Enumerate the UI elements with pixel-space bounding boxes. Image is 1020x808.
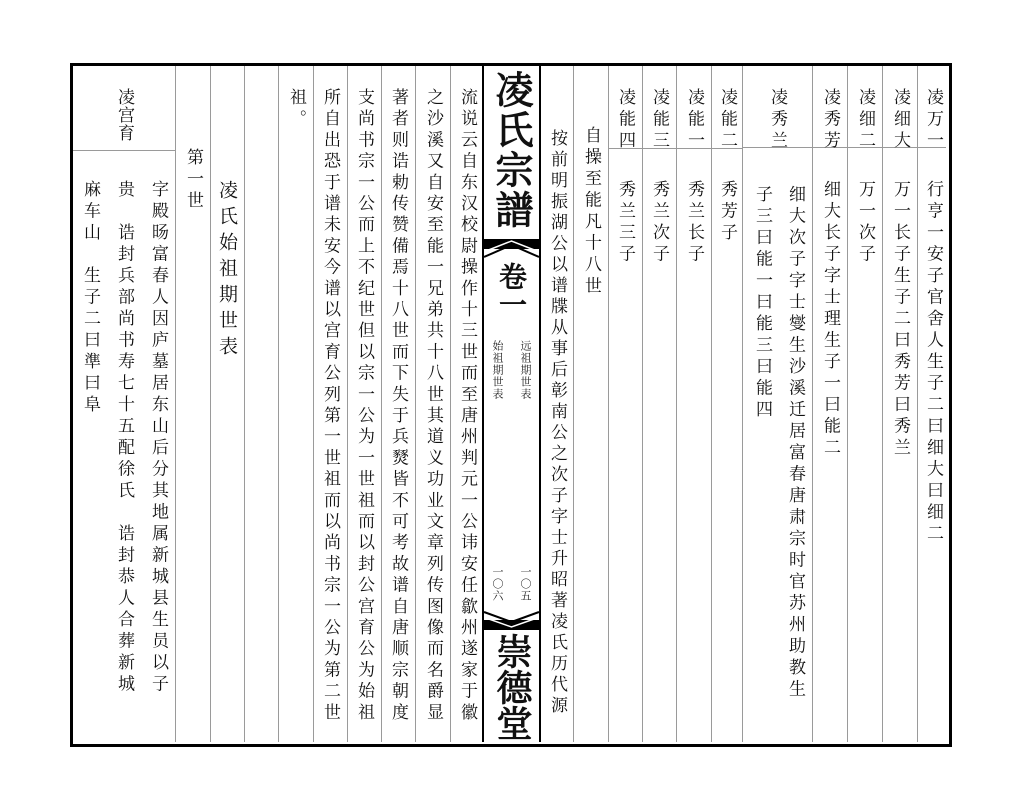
volume-label: 卷一 [495, 262, 528, 318]
entry-text: 秀兰三子 [615, 180, 635, 266]
generation-label: 第一世 [183, 148, 203, 213]
entry-name: 凌能四 [615, 88, 635, 153]
entry-text [745, 185, 811, 701]
preface-line: 按前明振湖公以谱牒从事后彰南公之次子字士升昭著凌氏历代源 [547, 129, 567, 717]
entry-text-line: 贵 诰封兵部尚书寿七十五配徐氏 诰封恭人合葬新城 [114, 180, 134, 696]
preface-line: 流说云自东汉校尉操作十三世而至唐州判元一公讳安任歙州遂家于徽 [457, 88, 477, 724]
entry-text: 万一次子 [855, 180, 875, 266]
entry-text: 秀兰长子 [684, 180, 704, 266]
entry-text: 细大长子字士理生子一曰能二 [820, 180, 840, 460]
preface-line: 之沙溪又自安至能一兄弟共十八世其道义功业文章列传图像而名爵显 [423, 88, 443, 724]
column-rule [244, 66, 245, 742]
column-rule [742, 66, 743, 742]
preface-line: 所自出恐于谱未安今谱以宫育公列第一世祖而以尚书宗一公为第二世 [320, 88, 340, 724]
entry-name: 凌细二 [855, 88, 875, 153]
page-number-right: 一〇五 [519, 566, 532, 602]
column-rule [711, 66, 712, 742]
entry-name: 凌宫育 [114, 88, 134, 142]
column-rule [676, 66, 677, 742]
subtitle-left: 始祖期世表 [491, 340, 504, 400]
page-number-left: 一〇六 [491, 566, 504, 602]
entry-name: 凌能二 [717, 88, 737, 153]
entry-text-line: 字殿旸富春人因庐墓居东山后分其地属新城县生员以子 [148, 180, 168, 696]
column-rule [847, 66, 848, 742]
book-title: 凌氏宗譜 [489, 70, 534, 230]
entry-name: 凌能三 [649, 88, 669, 153]
entry-text [73, 180, 175, 696]
entry-name: 凌细大 [890, 88, 910, 153]
subtitle-right: 远祖期世表 [519, 340, 532, 400]
column-rule [642, 66, 643, 742]
entry-text-line: 麻车山 生子二曰準曰阜 [80, 180, 100, 417]
column-rule [278, 66, 279, 742]
preface-line: 祖。 [286, 88, 306, 131]
entry-name: 凌秀兰 [767, 88, 787, 153]
entry-text-line: 细大次子字士燮生沙溪迁居富春唐肃宗时官苏州助教生 [785, 185, 805, 701]
entry-text: 秀兰次子 [649, 180, 669, 266]
entry-name: 凌万一 [923, 88, 943, 153]
chevron-band-top [484, 239, 539, 259]
hall-name: 崇德堂 [491, 633, 533, 741]
section-title: 凌氏始祖期世表 [216, 180, 238, 362]
entry-name: 凌能一 [684, 88, 704, 153]
entry-text: 行亨一安子官舍人生子二曰细大曰细二 [923, 180, 943, 546]
entry-text: 秀芳子 [717, 180, 737, 245]
generation-summary: 自操至能凡十八世 [581, 126, 601, 298]
column-rule [608, 66, 609, 742]
header-divider [73, 150, 175, 151]
entry-text: 万一长子生子二曰秀芳曰秀兰 [890, 180, 910, 460]
column-rule [210, 66, 211, 742]
chevron-band-bottom [484, 608, 539, 630]
entry-name: 凌秀芳 [820, 88, 840, 153]
entry-text-line: 子三曰能一曰能三曰能四 [752, 185, 772, 422]
preface-line: 支尚书宗一公而上不纪世但以宗一公为一世祖而以封公宫育公为始祖 [354, 88, 374, 724]
preface-line: 著者则诰勅传赞備焉十八世而下失于兵燹皆不可考故谱自唐顺宗朝度 [388, 88, 408, 724]
